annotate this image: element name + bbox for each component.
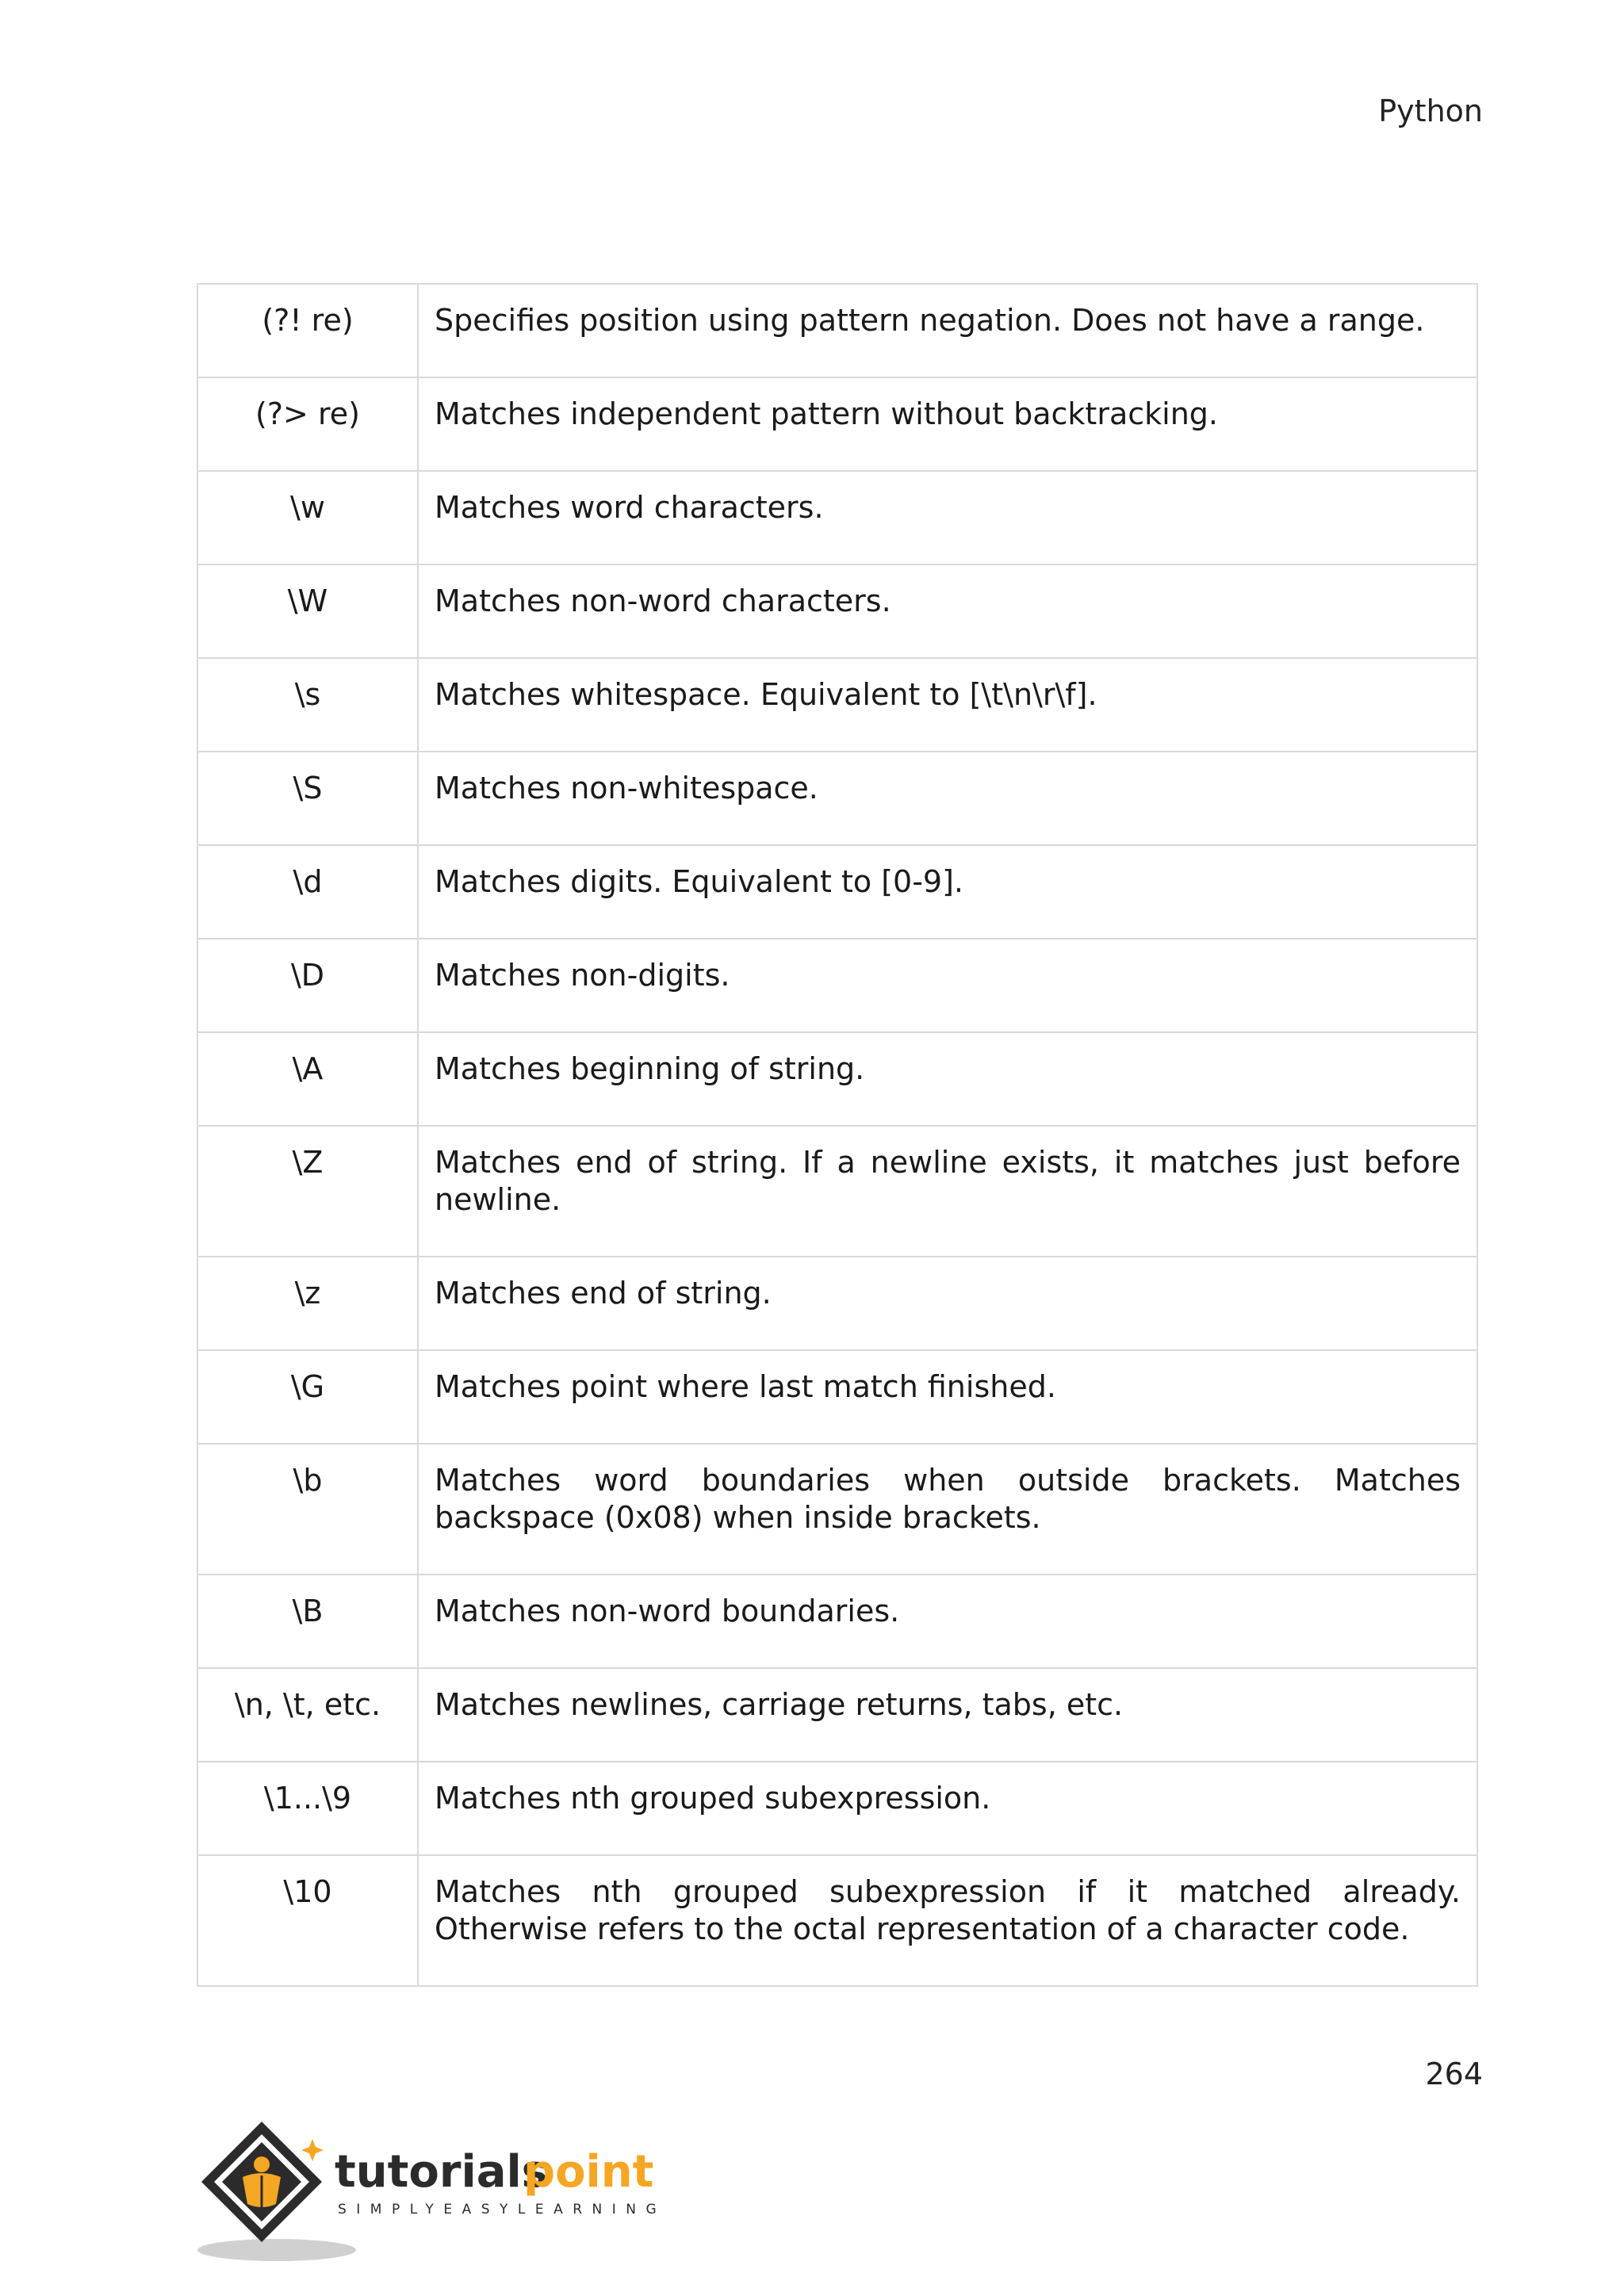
description-cell: Matches nth grouped subexpression if it matched already. Otherwise refers to the octal representation of a character code.	[418, 1855, 1477, 1986]
table-row	[197, 939, 1477, 1032]
pattern-cell: \w	[197, 471, 418, 564]
description-cell: Matches non-word boundaries.	[418, 1575, 1477, 1668]
pattern-cell: \s	[197, 658, 418, 752]
logo-person-icon	[254, 2156, 270, 2172]
logo-tagline: SIMPLYEASYLEARNING	[338, 2202, 667, 2218]
pattern-cell: \S	[197, 752, 418, 845]
table-row	[197, 1257, 1477, 1350]
pattern-cell: \D	[197, 939, 418, 1032]
table-row	[197, 752, 1477, 845]
description-cell: Matches end of string. If a newline exists, it matches just before newline.	[418, 1126, 1477, 1257]
table-row	[197, 377, 1477, 471]
logo-swoosh	[197, 2239, 356, 2261]
pattern-cell: (?! re)	[197, 284, 418, 377]
pattern-cell: \b	[197, 1444, 418, 1575]
table-row	[197, 284, 1477, 377]
pattern-cell: \B	[197, 1575, 418, 1668]
description-cell: Matches nth grouped subexpression.	[418, 1762, 1477, 1855]
table-row	[197, 564, 1477, 658]
table-row	[197, 658, 1477, 752]
table-row	[197, 471, 1477, 564]
pattern-cell: \1...\9	[197, 1762, 418, 1855]
table-row	[197, 845, 1477, 939]
logo-sparkle-icon	[301, 2139, 324, 2161]
description-cell: Matches non-digits.	[418, 939, 1477, 1032]
pattern-cell: \n, \t, etc.	[197, 1668, 418, 1762]
description-cell: Matches non-word characters.	[418, 564, 1477, 658]
pattern-cell: \z	[197, 1257, 418, 1350]
description-cell: Matches whitespace. Equivalent to [\t\n\r\f].	[418, 658, 1477, 752]
description-cell: Matches non-whitespace.	[418, 752, 1477, 845]
pattern-cell: \A	[197, 1032, 418, 1126]
description-cell: Matches end of string.	[418, 1257, 1477, 1350]
logo-wordmark-main: tutorials	[335, 2146, 549, 2198]
description-cell: Matches independent pattern without backtracking.	[418, 377, 1477, 471]
pattern-cell: \Z	[197, 1126, 418, 1257]
description-cell: Matches beginning of string.	[418, 1032, 1477, 1126]
description-cell: Matches word boundaries when outside brackets. Matches backspace (0x08) when inside brackets.	[418, 1444, 1477, 1575]
table-row	[197, 1575, 1477, 1668]
page-header-title: Python	[1378, 94, 1483, 128]
table-row	[197, 1350, 1477, 1444]
description-cell: Matches point where last match finished.	[418, 1350, 1477, 1444]
table-row	[197, 1444, 1477, 1575]
table-row	[197, 1668, 1477, 1762]
description-cell: Matches digits. Equivalent to [0-9].	[418, 845, 1477, 939]
table-row	[197, 1032, 1477, 1126]
description-cell: Specifies position using pattern negation. Does not have a range.	[418, 284, 1477, 377]
table-row	[197, 1855, 1477, 1986]
pattern-cell: \d	[197, 845, 418, 939]
description-cell: Matches word characters.	[418, 471, 1477, 564]
pattern-cell: (?> re)	[197, 377, 418, 471]
page-number: 264	[1425, 2057, 1483, 2091]
pattern-cell: \W	[197, 564, 418, 658]
regex-table	[197, 283, 1478, 1987]
table-row	[197, 1762, 1477, 1855]
tutorialspoint-logo	[193, 2115, 685, 2266]
logo-wordmark-accent: point	[523, 2146, 654, 2198]
pattern-cell: \10	[197, 1855, 418, 1986]
description-cell: Matches newlines, carriage returns, tabs, etc.	[418, 1668, 1477, 1762]
pattern-cell: \G	[197, 1350, 418, 1444]
table-row	[197, 1126, 1477, 1257]
